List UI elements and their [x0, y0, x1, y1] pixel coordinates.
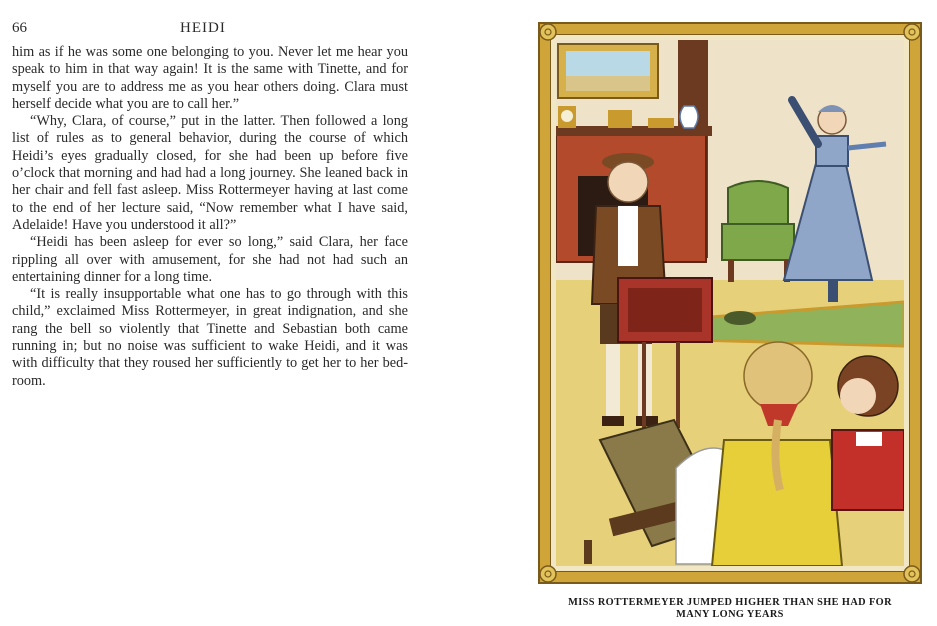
- turtle: [724, 311, 756, 325]
- corner-ornament: [902, 22, 922, 42]
- running-head: HEIDI: [180, 20, 226, 36]
- paragraph: him as if he was some one belonging to you. Never let me hear you speak to him in that way again! It is the same with Tinette, and for myself you are to address me as you hear others doing. Clara must herself decide what you are to call her.”: [12, 44, 408, 112]
- paragraph: “Why, Clara, of course,” put in the latter. Then followed a long list of rules as to general behavior, during the course of which Heidi’s eyes gradually closed, for she had been up before five o’clock that morning and had had a long journey. She leaned back in her chair and fell fast asleep. Miss Rottermeyer having at last come to the end of her lecture said, “Now remember what I have said, Adelaide! Have you understood it all?”: [12, 113, 408, 233]
- illustration: [556, 40, 904, 566]
- plate-frame: [538, 22, 922, 584]
- corner-ornament: [902, 564, 922, 584]
- girl-in-red: [832, 356, 904, 510]
- mantel-vase: [680, 106, 698, 128]
- mantel-frame: [608, 110, 632, 128]
- corner-ornament: [538, 22, 558, 42]
- paragraph: “It is really insupportable what one has to go through with this child,” exclaimed Miss Rottermeyer, in great indignation, and she rang the bell so violently that Tinette and Sebastian both came running in; but no noise was sufficient to wake Heidi, and it was with difficulty that they roused her sufficiently to get her to her bed-room.: [12, 286, 408, 389]
- paragraph: “Heidi has been asleep for ever so long,” said Clara, her face rippling all over with amusement, for she had not had such an entertaining dinner for a long time.: [12, 234, 408, 285]
- corner-ornament: [538, 564, 558, 584]
- page-number: 66: [12, 20, 27, 36]
- body-text: [12, 44, 408, 390]
- left-page: [0, 0, 468, 626]
- plate-caption: [538, 597, 922, 621]
- right-page: [468, 0, 937, 626]
- plate-caption-line: MISS ROTTERMEYER JUMPED HIGHER THAN SHE HAD FOR: [568, 597, 892, 608]
- plate-caption-line: MANY LONG YEARS: [676, 609, 784, 620]
